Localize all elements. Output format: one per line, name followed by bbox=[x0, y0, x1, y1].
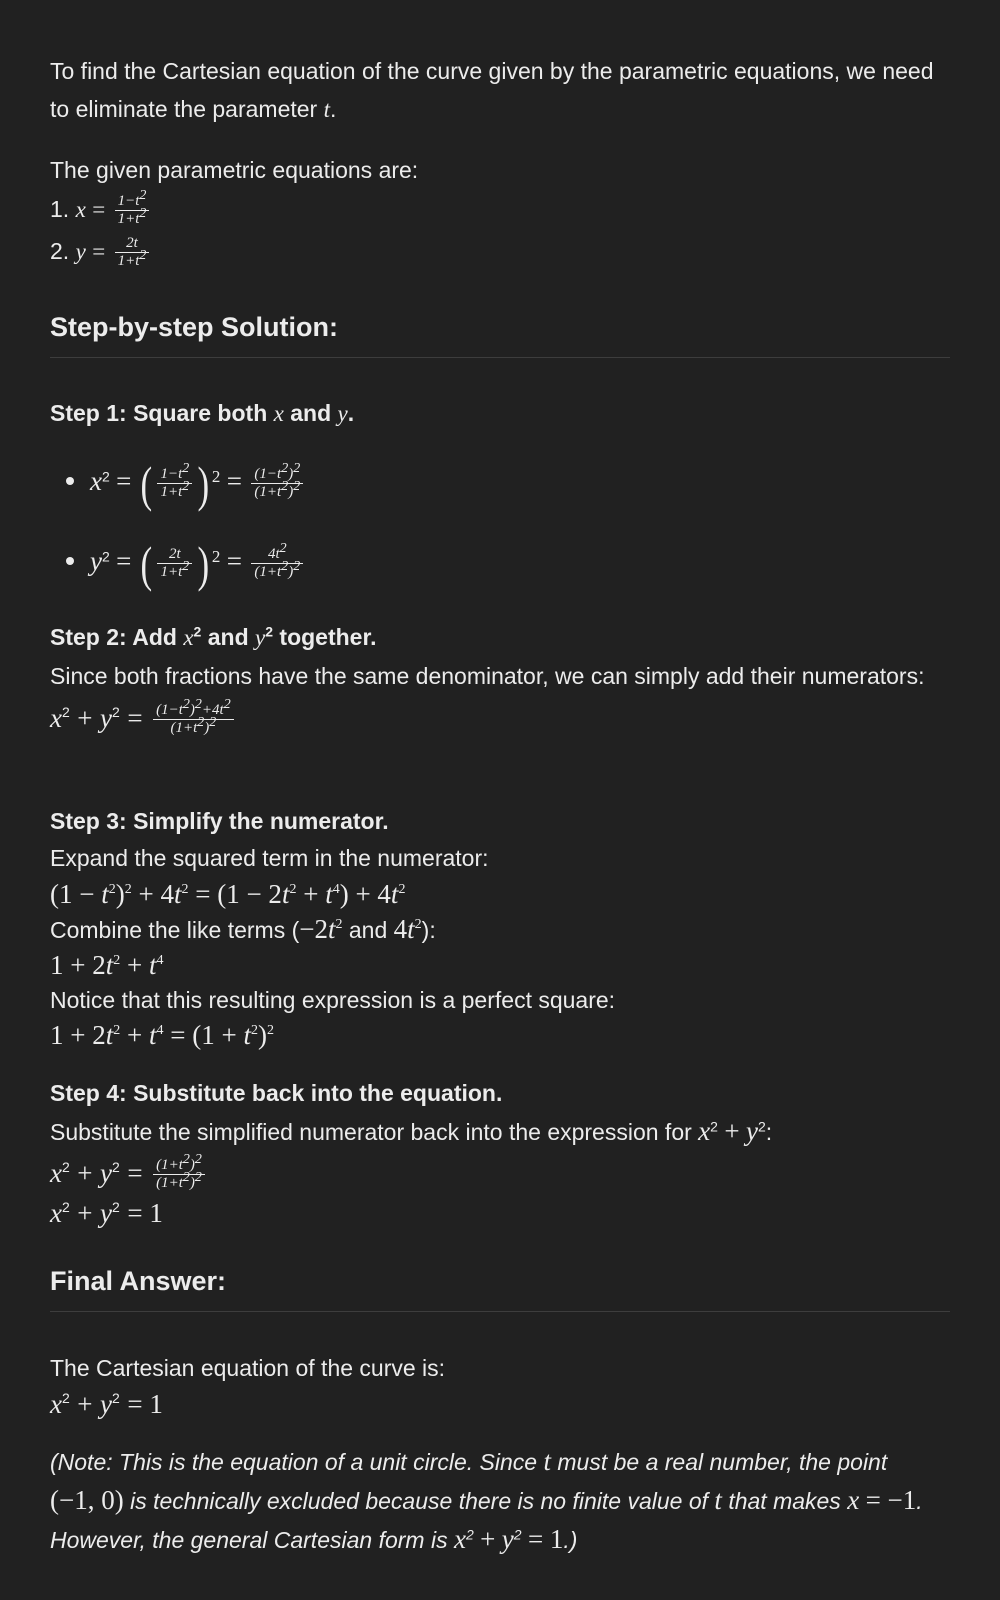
intro-var-t: t bbox=[323, 97, 330, 122]
solution-heading-block bbox=[50, 312, 950, 358]
step-3-text-3: Notice that this resulting expression is a perfect square: bbox=[50, 987, 616, 1013]
bullet-icon bbox=[66, 477, 74, 485]
solution-heading: Step-by-step Solution: bbox=[50, 312, 950, 358]
step-3-equation-3: $1 + 2t^2 + t^4 = (1 + t^2)^2$ bbox=[50, 1020, 274, 1050]
step-3 bbox=[50, 802, 950, 1053]
step-4-equation-1: $x^2 + y^2$ = $\frac{(1+t^2)^2}{(1+t^2)^2}$ bbox=[50, 1151, 950, 1195]
final-equation: $x^2 + y^2 = 1$ bbox=[50, 1389, 163, 1419]
equation-1: 1. x = $\frac{1-t^2}{1+t^2}$ bbox=[50, 188, 950, 230]
list-item: $x^2$ = ( $\frac{1-t^2}{1+t^2}$ ) $^2$ = $\frac{(1-t^2)^2}{(1+t^2)^2}$ bbox=[50, 441, 950, 521]
equation-2: 2. y = $\frac{2t}{1+t^2}$ bbox=[50, 230, 950, 272]
step-2-title: Step 2: Add $x^2$ and $y^2$ together. bbox=[50, 623, 377, 650]
given-label: The given parametric equations are: bbox=[50, 157, 419, 183]
step-3-equation-1: $(1 - t^2)^2 + 4t^2 = (1 - 2t^2 + t^4) + 4t^2$ bbox=[50, 879, 406, 909]
final-answer bbox=[50, 1350, 950, 1422]
step-3-text-1: Expand the squared term in the numerator: bbox=[50, 845, 489, 871]
step-3-equation-2: $1 + 2t^2 + t^4$ bbox=[50, 950, 164, 980]
step-1 bbox=[50, 394, 950, 601]
step-2 bbox=[50, 618, 950, 741]
step-4-text: Substitute the simplified numerator back into the expression for $x^2 + y^2$: bbox=[50, 1116, 773, 1146]
step-3-title: Step 3: Simplify the numerator. bbox=[50, 808, 389, 834]
step-2-equation: $x^2 + y^2$ = $\frac{(1-t^2)^2+4t^2}{(1+t^2)^2}$ bbox=[50, 695, 950, 741]
step-2-text: Since both fractions have the same denominator, we can simply add their numerators: bbox=[50, 663, 925, 689]
bullet-icon bbox=[66, 557, 74, 565]
step-1-title: Step 1: Square both x and y. bbox=[50, 400, 355, 426]
step-1-list bbox=[50, 441, 950, 601]
step-4-title: Step 4: Substitute back into the equation. bbox=[50, 1080, 503, 1106]
final-heading: Final Answer: bbox=[50, 1266, 950, 1312]
final-text: The Cartesian equation of the curve is: bbox=[50, 1355, 446, 1381]
list-item: $y^2$ = ( $\frac{2t}{1+t^2}$ ) $^2$ = $\frac{4t^2}{(1+t^2)^2}$ bbox=[50, 521, 950, 601]
final-note: (Note: This is the equation of a unit circle. Since t must be a real number, the point (−1, 0) is technically excluded because there is no finite value of t that makes x = −1. However, the general Cartesian form is $x^2 + y^2 = 1$.) bbox=[50, 1446, 923, 1554]
final-heading-block bbox=[50, 1266, 950, 1312]
given-equations bbox=[50, 152, 950, 272]
intro-paragraph: To find the Cartesian equation of the curve given by the parametric equations, we need to eliminate the parameter t. bbox=[50, 58, 934, 122]
intro-text: To find the Cartesian equation of the curve given by the parametric equations, we need to eliminate the parameter bbox=[50, 58, 934, 122]
step-4-equation-2: $x^2 + y^2 = 1$ bbox=[50, 1198, 163, 1228]
step-4 bbox=[50, 1074, 950, 1231]
step-3-text-2: Combine the like terms ($-2t^2$ and $4t^2$): bbox=[50, 914, 436, 944]
